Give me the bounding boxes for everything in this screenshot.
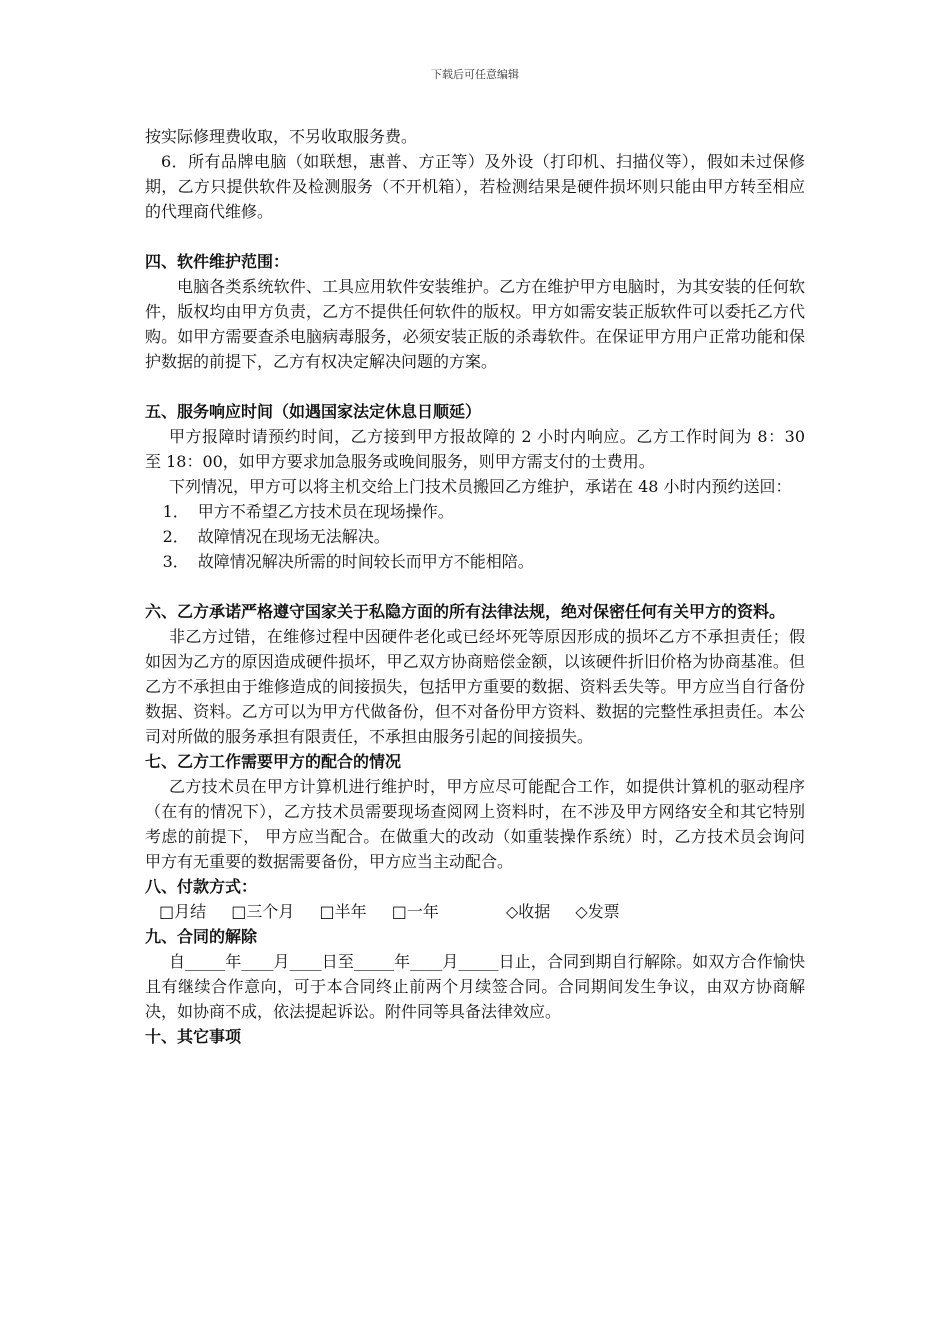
document-body — [145, 124, 805, 1049]
section-5-title: 五、服务响应时间（如遇国家法定休息日顺延） — [145, 402, 482, 421]
section-4-body: 电脑各类系统软件、工具应用软件安装维护。乙方在维护甲方电脑时，为其安装的任何软件，版权均由甲方负责，乙方不提供任何软件的版权。甲方如需安装正版软件可以委托乙方代购。如甲方需要查杀电脑病毒服务，必须安装正版的杀毒软件。在保证甲方用户正常功能和保护数据的前提下，乙方有权决定解决问题的方案。 — [145, 277, 805, 371]
checkbox-icon[interactable]: □ — [159, 902, 175, 921]
page-header-note: 下载后可任意编辑 — [431, 68, 519, 81]
section-10-title: 十、其它事项 — [145, 1027, 242, 1046]
section-5-para-2: 下列情况，甲方可以将主机交给上门技术员搬回乙方维护，承诺在 48 小时内预约送回： — [169, 477, 792, 496]
section-6-body: 非乙方过错，在维修过程中因硬件老化或已经坏死等原因形成的损坏乙方不承担责任；假如因为乙方的原因造成硬件损坏，甲乙双方协商赔偿金额，以该硬件折旧价格为协商基准。但乙方不承担由于维修造成的间接损失，包括甲方重要的数据、资料丢失等。甲方应当自行备份数据、资料。乙方可以为甲方代做备份，但不对备份甲方资料、数据的完整性承担责任。本公司对所做的服务承担有限责任，不承担由服务引起的间接损失。 — [145, 627, 805, 746]
payment-option-half-year[interactable]: □半年 — [319, 899, 366, 924]
diamond-icon[interactable]: ◇ — [575, 902, 588, 921]
checkbox-icon[interactable]: □ — [319, 902, 335, 921]
payment-option-monthly[interactable]: □月结 — [159, 899, 206, 924]
checkbox-icon[interactable]: □ — [231, 902, 247, 921]
item-6: 6．所有品牌电脑（如联想，惠普、方正等）及外设（打印机、扫描仪等），假如未过保修期，乙方只提供软件及检测服务（不开机箱），若检测结果是硬件损坏则只能由甲方转至相应的代理商代维修。 — [145, 152, 805, 221]
payment-option-yearly[interactable]: □一年 — [392, 899, 439, 924]
section-7-body: 乙方技术员在甲方计算机进行维护时，甲方应尽可能配合工作，如提供计算机的驱动程序（在有的情况下），乙方技术员需要现场查阅网上资料时，在不涉及甲方网络安全和其它特别考虑的前提下， 甲方应当配合。在做重大的改动（如重装操作系统）时，乙方技术员会询问甲方有无重要的数据需要备份，甲方应当主动配合。 — [145, 777, 805, 871]
section-4-title: 四、软件维护范围： — [145, 252, 290, 271]
section-9-body: 自_____年____月____日至_____年____月_____日止，合同到期自行解除。如双方合作愉快且有继续合作意向，可于本合同终止前两个月续签合同。合同期间发生争议，由双方协商解决，如协商不成，依法提起诉讼。附件同等具备法律效应。 — [145, 952, 805, 1021]
list-item: 3． 故障情况解决所需的时间较长而甲方不能相陪。 — [162, 552, 534, 571]
section-6-title: 六、乙方承诺严格遵守国家关于私隐方面的所有法律法规，绝对保密任何有关甲方的资料。 — [145, 602, 786, 621]
section-7-title: 七、乙方工作需要甲方的配合的情况 — [145, 752, 402, 771]
list-item: 1． 甲方不希望乙方技术员在现场操作。 — [162, 502, 454, 521]
payment-option-receipt[interactable]: ◇收据 — [506, 899, 550, 924]
checkbox-icon[interactable]: □ — [391, 902, 407, 921]
diamond-icon[interactable]: ◇ — [505, 902, 519, 921]
payment-option-quarterly[interactable]: □三个月 — [231, 899, 294, 924]
payment-option-invoice[interactable]: ◇发票 — [575, 899, 619, 924]
section-8-title: 八、付款方式： — [145, 877, 258, 896]
payment-options — [145, 899, 805, 924]
section-5-para-1: 甲方报障时请预约时间，乙方接到甲方报故障的 2 小时内响应。乙方工作时间为 8：30 至 18：00，如甲方要求加急服务或晚间服务，则甲方需支付的士费用。 — [145, 427, 805, 471]
section-9-title: 九、合同的解除 — [145, 927, 258, 946]
list-item: 2． 故障情况在现场无法解决。 — [162, 527, 390, 546]
intro-line: 按实际修理费收取，不另收取服务费。 — [145, 127, 418, 146]
